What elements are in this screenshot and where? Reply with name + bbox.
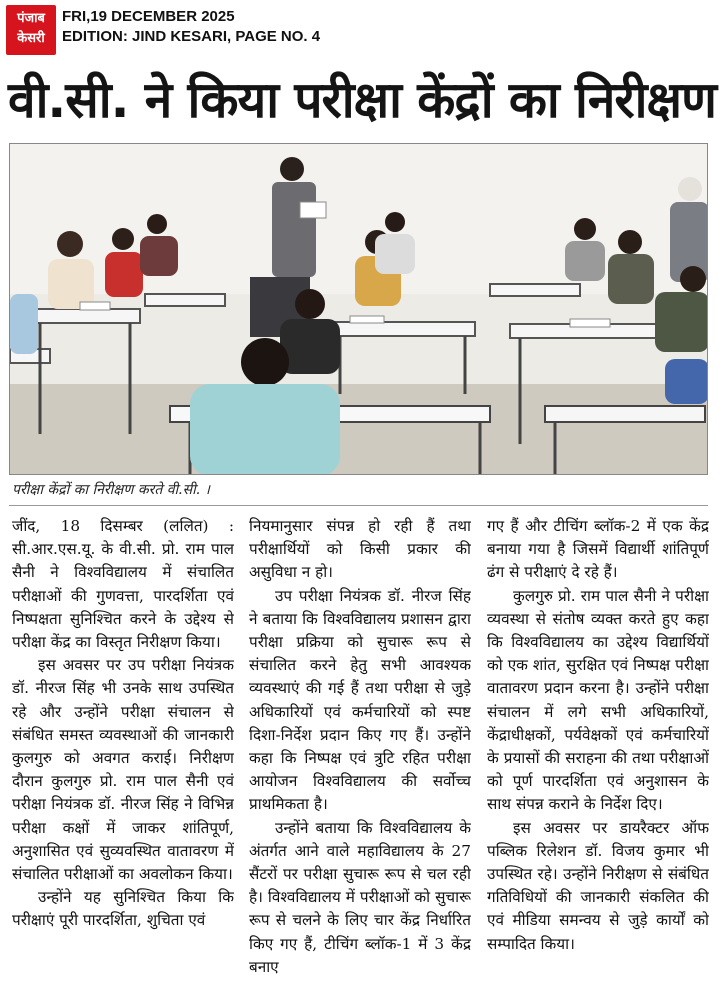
paragraph: नियमानुसार संपन्न हो रही हैं तथा परीक्षार्थियों को किसी प्रकार की असुविधा न हो। bbox=[249, 517, 471, 582]
paragraph: इस अवसर पर उप परीक्षा नियंत्रक डॉ. नीरज सिंह भी उनके साथ उपस्थित रहे और उन्होंने परीक्षा संचालन से संबंधित समस्त व्यवस्थाओं की जानकारी कुलगुरु को अवगत कराई। निरीक्षण दौरान कुलगुरु प्रो. राम पाल सैनी एवं परीक्षा नियंत्रक डॉ. नीरज सिंह ने विभिन्न परीक्षा कक्षों में जाकर शांतिपूर्ण, अनुशासित एवं सुव्यवस्थित वातावरण में संचालित परीक्षाओं का अवलोकन किया। bbox=[12, 656, 234, 884]
article-column-3 bbox=[487, 515, 709, 1001]
logo-line-2: केसरी bbox=[17, 31, 45, 46]
paragraph: कुलगुरु प्रो. राम पाल सैनी ने परीक्षा व्यवस्था से संतोष व्यक्त करते हुए कहा कि विश्वविद्यालय का उद्देश्य विद्यार्थियों को एक शांत, सुरक्षित एवं निष्पक्ष परीक्षा वातावरण प्रदान करना है। उन्होंने परीक्षा संचालन में लगे सभी अधिकारियों, केंद्राधीक्षकों, पर्यवेक्षकों एवं कर्मचारियों के प्रयासों की सराहना की तथा परीक्षाओं को पूर्ण पारदर्शिता एवं अनुशासन के साथ संपन्न कराने के निर्देश दिए। bbox=[487, 586, 709, 814]
page-header bbox=[0, 0, 725, 60]
punjab-kesari-logo bbox=[6, 5, 56, 55]
paragraph: गए हैं और टीचिंग ब्लॉक-2 में एक केंद्र बनाया गया है जिसमें विद्यार्थी शांतिपूर्ण ढंग से परीक्षाएं दे रहे हैं। bbox=[487, 517, 709, 582]
photo-caption: परीक्षा केंद्रों का निरीक्षण करते वी.सी. । bbox=[12, 482, 210, 498]
divider bbox=[9, 505, 708, 506]
article-column-2 bbox=[249, 515, 471, 1001]
paragraph: उन्होंने बताया कि विश्वविद्यालय के अंतर्गत आने वाले महाविद्यालय के 27 सैंटरों पर परीक्षा सुचारू रूप से चल रही है। विश्वविद्यालय में परीक्षाओं को सुचारू रूप से चलने के लिए चार केंद्र निर्धारित किए गए हैं, टीचिंग ब्लॉक-1 में 3 केंद्र बनाए bbox=[249, 818, 471, 976]
paragraph: उन्होंने यह सुनिश्चित किया कि परीक्षाएं पूरी पारदर्शिता, शुचिता एवं bbox=[12, 888, 234, 930]
issue-date: FRI,19 DECEMBER 2025 bbox=[62, 8, 235, 25]
news-photo bbox=[9, 143, 708, 475]
edition-info bbox=[62, 7, 320, 47]
paragraph: जींद, 18 दिसम्बर (ललित) : सी.आर.एस.यू. के वी.सी. प्रो. राम पाल सैनी ने विश्वविद्यालय में संचालित परीक्षाओं की गुणवत्ता, पारदर्शिता एवं निष्पक्षता सुनिश्चित करने के उद्देश्य से परीक्षा केंद्र का विस्तृत निरीक्षण किया। bbox=[12, 517, 234, 652]
article-column-1 bbox=[12, 515, 234, 1001]
logo-line-1: पंजाब bbox=[17, 11, 45, 26]
paragraph: इस अवसर पर डायरैक्टर ऑफ पब्लिक रिलेशन डॉ. विजय कुमार भी उपस्थित रहे। उन्होंने निरीक्षण से संबंधित गतिविधियों की जानकारी संकलित की एवं मीडिया समन्वय से जुड़े कार्यों को सम्पादित किया। bbox=[487, 818, 709, 953]
exam-hall-photo-illustration bbox=[10, 144, 708, 475]
paragraph: उप परीक्षा नियंत्रक डॉ. नीरज सिंह ने बताया कि विश्वविद्यालय प्रशासन द्वारा परीक्षा प्रक्रिया को सुचारू रूप से संचालित करने हेतु सभी आवश्यक व्यवस्थाएं की गई हैं तथा परीक्षा से जुड़े अधिकारियों एवं कर्मचारियों को स्पष्ट दिशा-निर्देश प्रदान किए गए हैं। उन्होंने कहा कि निष्पक्ष एवं त्रुटि रहित परीक्षा आयोजन विश्वविद्यालय की सर्वोच्च प्राथमिकता है। bbox=[249, 586, 471, 814]
edition-line: EDITION: JIND KESARI, PAGE NO. 4 bbox=[62, 28, 321, 45]
article-headline: वी.सी. ने किया परीक्षा केंद्रों का निरीक्षण bbox=[8, 71, 716, 129]
